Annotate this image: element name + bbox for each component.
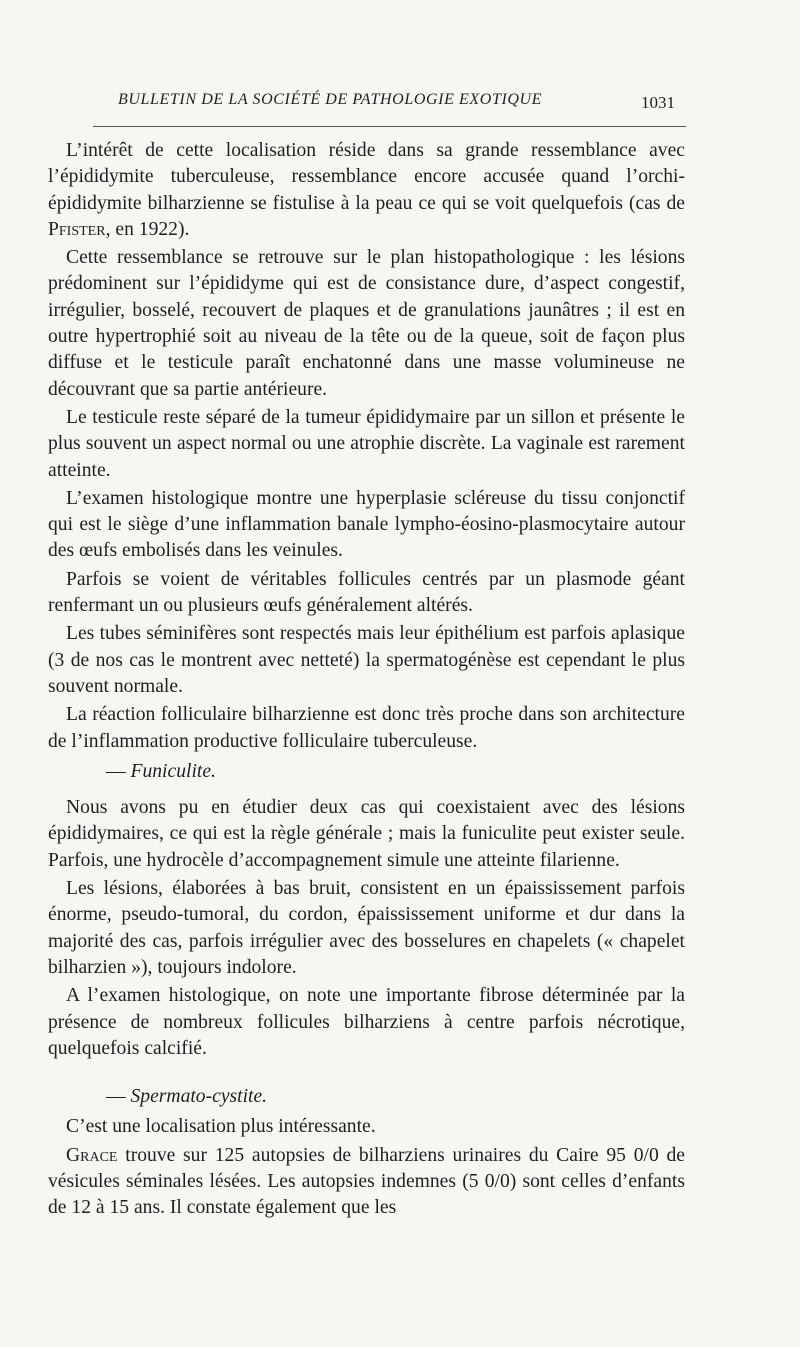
paragraph-5: Parfois se voient de véritables follicules centrés par un plasmode géant renfermant un ou plusieurs œufs généralement altérés. <box>48 568 685 617</box>
author-name-grace: Grace <box>66 1144 118 1166</box>
paragraph-10: A l’examen histologique, on note une importante fibrose déterminée par la présence de nombreux follicules bilharziens à centre parfois nécrotique, quelquefois calcifié. <box>48 985 685 1059</box>
paragraph-8: Nous avons pu en étudier deux cas qui coexistaient avec des lésions épididymaires, ce qui est la règle générale ; mais la funiculite peut exister seule. Parfois, une hydrocèle d’accompagnement simule une atteinte filarienne. <box>48 797 685 871</box>
paragraph-11: C’est une localisation plus intéressante. <box>66 1116 376 1138</box>
body-text <box>48 138 685 1224</box>
running-title: BULLETIN DE LA SOCIÉTÉ DE PATHOLOGIE EXOTIQUE <box>118 91 543 108</box>
paragraph-7: La réaction folliculaire bilharzienne est donc très proche dans son architecture de l’inflammation productive folliculaire tuberculeuse. <box>48 704 685 752</box>
paragraph-3: Le testicule reste séparé de la tumeur épididymaire par un sillon et présente le plus souvent un aspect normal ou une atrophie discrète. La vaginale est rarement atteinte. <box>48 406 685 481</box>
subheading-funiculite: — Funiculite. <box>106 760 216 782</box>
author-name-pfister: Pfister <box>48 218 106 240</box>
page-number: 1031 <box>641 93 675 112</box>
paragraph-4: L’examen histologique montre une hyperplasie scléreuse du tissu conjonctif qui est le siège d’une inflammation banale lympho-éosino-plasmocytaire autour des œufs embolisés dans les veinules. <box>48 487 685 562</box>
paragraph-6: Les tubes séminifères sont respectés mais leur épithélium est parfois aplasique (3 de nos cas le montrent avec netteté) la spermatogénèse est cependant le plus souvent normale. <box>48 623 685 697</box>
paragraph-1: L’intérêt de cette localisation réside dans sa grande ressemblance avec l’épididymite tuberculeuse, ressemblance encore accusée quand l’orchi-épididymite bilharzienne se fistulise à la peau ce qui se voit quelquefois (cas de Pfister, en 1922). <box>48 140 685 240</box>
paragraph-9: Les lésions, élaborées à bas bruit, consistent en un épaississement parfois énorme, pseudo-tumoral, du cordon, épaississement uniforme et dur dans la majorité des cas, parfois irrégulier avec des bosselures en chapelets (« chapelet bilharzien »), toujours indolore. <box>48 878 685 978</box>
paragraph-2: Cette ressemblance se retrouve sur le plan histopathologique : les lésions prédominent sur l’épididyme qui est de consistance dure, d’aspect congestif, irrégulier, bosselé, recouvert de plaques et de granulations jaunâtres ; il est en outre hypertrophié soit au niveau de la tête ou de la queue, soit de façon plus diffuse et le testicule paraît enchatonné dans une masse volumineuse ne découvrant que sa partie antérieure. <box>48 247 685 400</box>
header-rule <box>93 126 686 127</box>
subheading-spermato-cystite: — Spermato-cystite. <box>106 1086 268 1108</box>
paragraph-12: Grace trouve sur 125 autopsies de bilharziens urinaires du Caire 95 0/0 de vésicules séminales lésées. Les autopsies indemnes (5 0/0) sont celles d’enfants de 12 à 15 ans. Il constate également que les <box>48 1144 685 1219</box>
